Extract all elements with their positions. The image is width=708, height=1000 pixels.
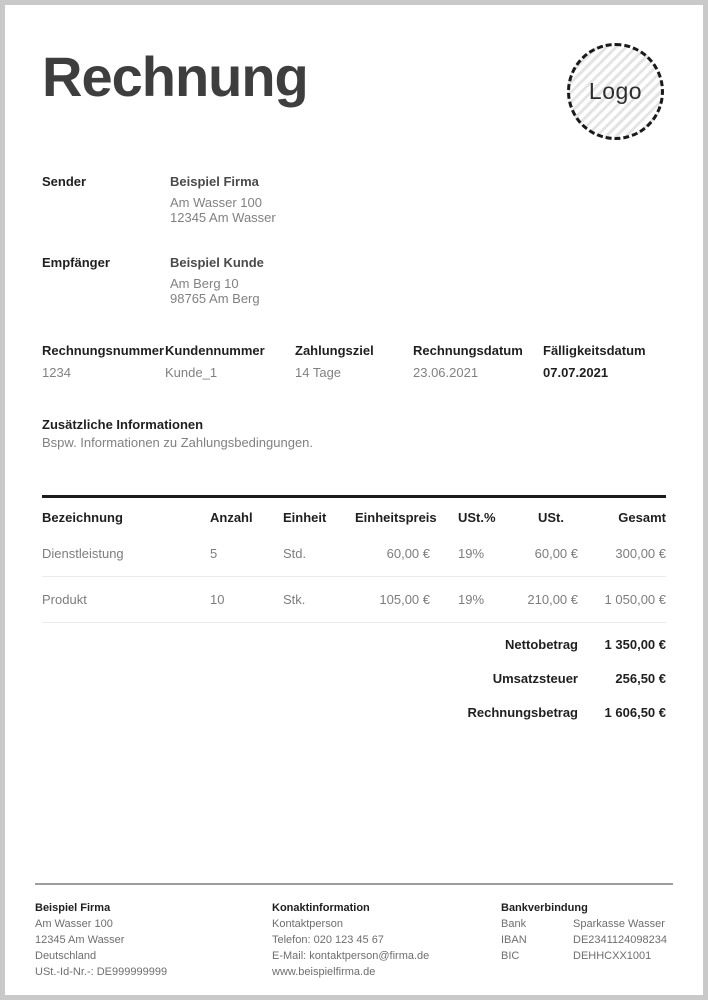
cell-description: Produkt: [42, 592, 87, 607]
footer-contact-line: Kontaktperson: [272, 918, 343, 930]
invoice-total-value: 1 606,50 €: [604, 704, 666, 720]
bank-value: Sparkasse Wasser: [573, 918, 665, 930]
vat-row: [42, 661, 666, 695]
table-row: [42, 531, 666, 577]
bank-key: BIC: [501, 950, 520, 962]
meta-value: Kunde_1: [165, 365, 218, 380]
vat-label: Umsatzsteuer: [492, 670, 578, 686]
bank-value: DEHHCXX1001: [573, 950, 652, 962]
column-header: Einheitspreis: [355, 510, 437, 525]
meta-label: Rechnungsdatum: [413, 343, 523, 358]
vat-value: 256,50 €: [615, 670, 666, 686]
cell-total: 1 050,00 €: [604, 592, 666, 607]
footer: [35, 883, 673, 980]
header: [42, 43, 666, 140]
recipient-label: Empfänger: [42, 255, 110, 270]
column-header: USt.%: [458, 510, 496, 525]
meta-invoice-date: [413, 343, 543, 381]
invoice-meta-row: [42, 343, 666, 381]
additional-info-label: Zusätzliche Informationen: [42, 417, 204, 432]
footer-company-line: USt.-Id-Nr.-: DE999999999: [35, 966, 168, 978]
cell-unit: Std.: [283, 546, 307, 561]
cell-tax: 60,00 €: [534, 546, 578, 561]
bank-row: [501, 932, 673, 948]
net-amount-label: Nettobetrag: [505, 636, 578, 652]
parties-section: [42, 174, 666, 306]
column-header: Anzahl: [210, 510, 253, 525]
cell-unit-price: 60,00 €: [386, 546, 430, 561]
additional-info-section: [42, 417, 666, 451]
meta-payment-term: [295, 343, 413, 381]
recipient-name: Beispiel Kunde: [170, 255, 264, 270]
meta-label: Fälligkeitsdatum: [543, 343, 646, 358]
net-amount-row: [42, 627, 666, 661]
page-title: Rechnung: [42, 45, 308, 108]
net-amount-value: 1 350,00 €: [604, 636, 666, 652]
sender-block: [42, 174, 666, 225]
footer-contact-line: www.beispielfirma.de: [272, 966, 376, 978]
meta-customer-number: [165, 343, 295, 381]
cell-quantity: 5: [210, 546, 218, 561]
sender-label: Sender: [42, 174, 87, 189]
footer-contact-line: E-Mail: kontaktperson@firma.de: [272, 950, 430, 962]
cell-quantity: 10: [210, 592, 225, 607]
meta-label: Kundennummer: [165, 343, 265, 358]
footer-contact-line: Telefon: 020 123 45 67: [272, 934, 384, 946]
cell-total: 300,00 €: [615, 546, 666, 561]
column-header: Gesamt: [618, 510, 666, 525]
recipient-address-line: Am Berg 10: [170, 276, 239, 291]
logo-label: Logo: [588, 78, 643, 104]
cell-tax: 210,00 €: [527, 592, 578, 607]
recipient-address: [170, 276, 264, 306]
bank-row: [501, 916, 673, 932]
recipient-details: [170, 255, 264, 306]
meta-value: 07.07.2021: [543, 365, 609, 380]
cell-description: Dienstleistung: [42, 546, 124, 561]
footer-contact-column: [272, 900, 501, 980]
invoice-total-label: Rechnungsbetrag: [467, 704, 578, 720]
recipient-block: [42, 255, 666, 306]
footer-company-title: Beispiel Firma: [35, 902, 111, 914]
meta-label: Zahlungsziel: [295, 343, 374, 358]
column-header: USt.: [538, 510, 564, 525]
bank-key: Bank: [501, 918, 527, 930]
cell-tax-rate: 19%: [458, 546, 485, 561]
footer-bank-title: Bankverbindung: [501, 902, 588, 914]
sender-details: [170, 174, 276, 225]
sender-address-line: 12345 Am Wasser: [170, 210, 276, 225]
footer-bank-column: [501, 900, 673, 980]
footer-company-column: [35, 900, 272, 980]
totals-section: [42, 627, 666, 729]
additional-info-text: Bspw. Informationen zu Zahlungsbedingungen.: [42, 435, 314, 450]
meta-value: 1234: [42, 365, 71, 380]
bank-key: IBAN: [501, 934, 527, 946]
cell-unit: Stk.: [283, 592, 306, 607]
column-header: Einheit: [283, 510, 327, 525]
sender-address: [170, 195, 276, 225]
table-header-row: [42, 495, 666, 531]
bank-row: [501, 948, 673, 964]
logo-placeholder-icon: [567, 43, 664, 140]
meta-due-date: [543, 343, 646, 381]
column-header: Bezeichnung: [42, 510, 123, 525]
footer-contact-title: Konaktinformation: [272, 902, 370, 914]
invoice-total-row: [42, 695, 666, 729]
cell-tax-rate: 19%: [458, 592, 485, 607]
cell-unit-price: 105,00 €: [379, 592, 430, 607]
footer-company-line: 12345 Am Wasser: [35, 934, 125, 946]
sender-address-line: Am Wasser 100: [170, 195, 262, 210]
meta-value: 14 Tage: [295, 365, 342, 380]
sender-name: Beispiel Firma: [170, 174, 259, 189]
footer-company-line: Am Wasser 100: [35, 918, 113, 930]
recipient-address-line: 98765 Am Berg: [170, 291, 260, 306]
bank-value: DE2341124098234: [573, 934, 667, 946]
meta-label: Rechnungsnummer: [42, 343, 165, 358]
footer-company-line: Deutschland: [35, 950, 97, 962]
meta-invoice-number: [42, 343, 165, 381]
table-row: [42, 577, 666, 623]
line-items-table: [42, 495, 666, 623]
meta-value: 23.06.2021: [413, 365, 479, 380]
